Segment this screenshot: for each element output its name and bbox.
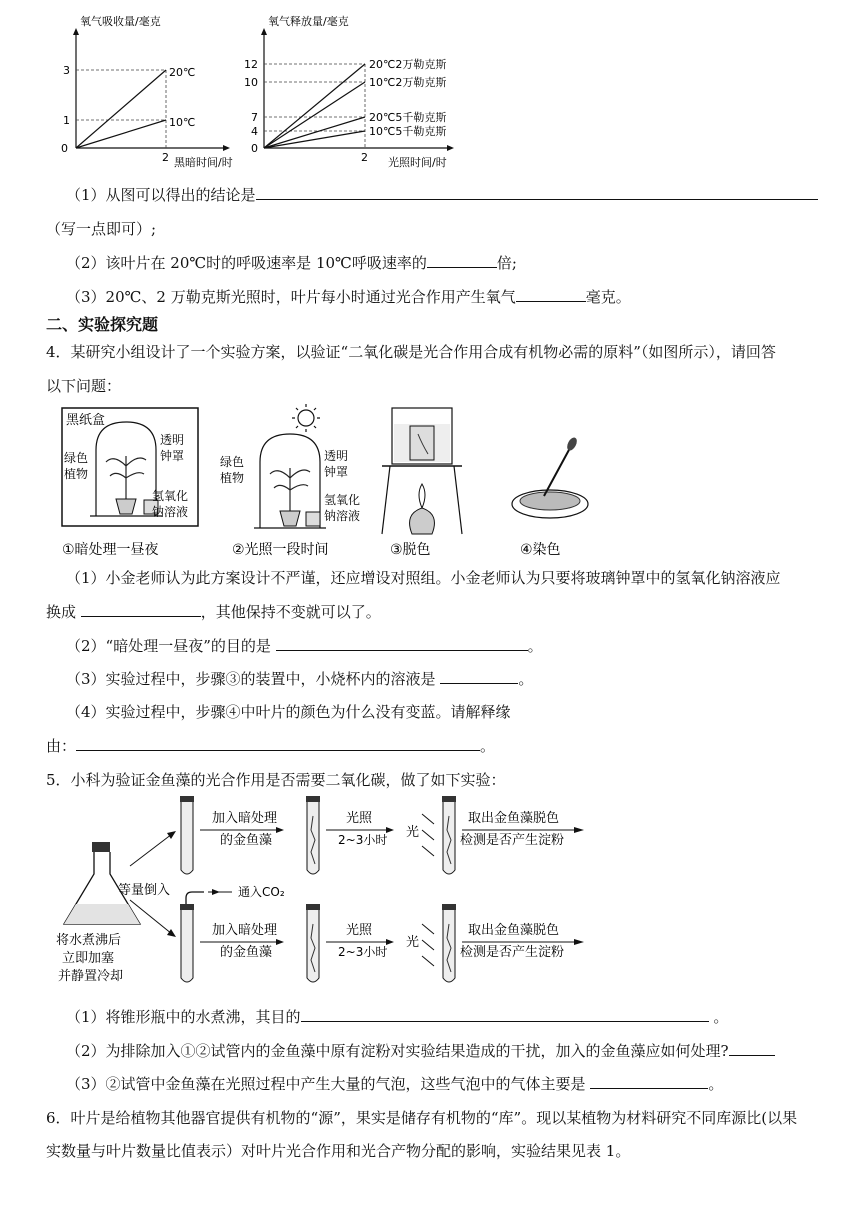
svg-text:氢氧化: 氢氧化 [324, 493, 361, 507]
pot-2 [280, 511, 300, 526]
chart2-series-10c-5k [264, 131, 365, 148]
svg-text:2~3小时: 2~3小时 [338, 945, 388, 959]
chart2-ytick-4: 4 [251, 125, 258, 138]
svg-text:并静置冷却: 并静置冷却 [58, 969, 124, 984]
chart2-ytick-0: 0 [251, 142, 258, 155]
q3-part1: （1）从图可以得出的结论是 [66, 184, 818, 205]
chart1-xtick-2: 2 [162, 151, 169, 164]
svg-text:取出金鱼藻脱色: 取出金鱼藻脱色 [468, 923, 560, 938]
q4-part4-line2: 由： 。 [46, 737, 496, 755]
test-tube-2 [181, 910, 193, 982]
q5-figure [54, 796, 604, 1000]
svg-text:植物: 植物 [220, 471, 245, 485]
svg-text:绿色: 绿色 [64, 451, 89, 465]
svg-text:的金鱼藻: 的金鱼藻 [220, 945, 273, 960]
q4-part1-line1: （1）小金老师认为此方案设计不严谨，还应增设对照组。小金老师认为只要将玻璃钟罩中的氢氧化钠溶液应 [66, 569, 781, 587]
svg-text:钟罩: 钟罩 [160, 449, 185, 463]
box-label: 黑纸盒 [66, 413, 106, 428]
q4-stem-line1: 4．某研究小组设计了一个实验方案，以验证“二氧化碳是光合作用合成有机物必需的原料”（如图所示），请回答 [46, 343, 776, 361]
svg-text:透明: 透明 [160, 433, 185, 447]
svg-text:取出金鱼藻脱色: 取出金鱼藻脱色 [468, 811, 560, 826]
svg-text:检测是否产生淀粉: 检测是否产生淀粉 [460, 945, 565, 960]
q4-part3: （3）实验过程中，步骤③的装置中，小烧杯内的溶液是 。 [66, 670, 534, 688]
chart2-label-20c-5k: 20℃5千勒克斯 [369, 111, 447, 124]
q5-part2: （2）为排除加入①②试管内的金鱼藻中原有淀粉对实验结果造成的干扰，加入的金鱼藻应如何处理? [66, 1040, 775, 1061]
svg-text:氢氧化: 氢氧化 [152, 489, 189, 503]
q3-blank2[interactable] [427, 252, 497, 268]
section-title: 二、实验探究题 [46, 315, 159, 334]
svg-text:植物: 植物 [64, 467, 89, 481]
chart2-ylabel: 氧气释放量/毫克 [268, 15, 349, 28]
chart2-label-10c-5k: 10℃5千勒克斯 [369, 125, 447, 138]
q5-part3: （3）②试管中金鱼藻在光照过程中产生大量的气泡，这些气泡中的气体主要是 。 [66, 1075, 724, 1093]
sun-icon [298, 410, 314, 426]
q4-blank1[interactable] [81, 601, 201, 617]
q5-blank2[interactable] [729, 1040, 775, 1056]
q3-part2: （2）该叶片在 20℃时的呼吸速率是 10℃呼吸速率的 倍; [66, 254, 517, 272]
chart2-series-20c-5k [264, 117, 365, 148]
q3-blank3[interactable] [516, 286, 586, 302]
q3-blank1[interactable] [256, 184, 818, 200]
svg-text:将水煮沸后: 将水煮沸后 [56, 933, 122, 948]
q3-part3: （3）20℃、2 万勒克斯光照时，叶片每小时通过光合作用产生氧气 毫克。 [66, 288, 631, 306]
q4-blank4[interactable] [76, 735, 480, 751]
q3-part1-note: （写一点即可）; [46, 220, 157, 238]
chart2-ytick-10: 10 [244, 76, 258, 89]
svg-text:绿色: 绿色 [220, 455, 245, 469]
svg-text:通入CO₂: 通入CO₂ [238, 885, 285, 899]
chart2-label-10c-20k: 10℃2万勒克斯 [369, 76, 447, 89]
plant-2 [270, 468, 310, 511]
svg-text:光: 光 [406, 935, 420, 950]
svg-text:光照: 光照 [346, 811, 373, 826]
alcohol-lamp [410, 508, 435, 534]
chart1-series-10c [76, 120, 166, 148]
svg-text:检测是否产生淀粉: 检测是否产生淀粉 [460, 833, 565, 848]
naoh-beaker-2 [306, 512, 320, 526]
test-tube-1 [181, 802, 193, 874]
q5-blank1[interactable] [301, 1006, 709, 1022]
plant-1 [106, 456, 146, 499]
svg-text:透明: 透明 [324, 449, 349, 463]
svg-text:钟罩: 钟罩 [324, 465, 349, 479]
q4-stem-line2: 以下问题： [46, 377, 122, 395]
pot-1 [116, 499, 136, 514]
chart1-ytick-3: 3 [63, 64, 70, 77]
chart1-label-20c: 20℃ [169, 66, 196, 79]
q4-blank2[interactable] [276, 635, 528, 651]
chart2-series-20c-20k [264, 64, 365, 148]
q5-stem: 5．小科为验证金鱼藻的光合作用是否需要二氧化碳，做了如下实验： [46, 771, 506, 789]
step-2-label: ②光照一段时间 [232, 542, 329, 558]
q5-part1: （1）将锥形瓶中的水煮沸，其目的 。 [66, 1008, 729, 1026]
dropper [544, 448, 570, 496]
chart-oxygen-release [230, 10, 470, 168]
q6-line2: 实数量与叶片数量比值表示）对叶片光合作用和光合产物分配的影响，实验结果见表 1。 [46, 1142, 631, 1160]
chart1-series-20c [76, 70, 166, 148]
chart2-xlabel: 光照时间/时 [388, 156, 447, 168]
svg-text:加入暗处理: 加入暗处理 [212, 811, 278, 826]
chart2-ytick-7: 7 [251, 111, 258, 124]
chart2-ytick-12: 12 [244, 58, 258, 71]
step-3-label: ③脱色 [390, 542, 431, 558]
svg-text:加入暗处理: 加入暗处理 [212, 923, 278, 938]
q4-figure [60, 404, 620, 560]
step-1-label: ①暗处理一昼夜 [62, 542, 159, 558]
svg-text:立即加塞: 立即加塞 [62, 951, 115, 966]
step-4-label: ④染色 [520, 542, 561, 558]
chart2-label-20c-20k: 20℃2万勒克斯 [369, 58, 447, 71]
svg-text:的金鱼藻: 的金鱼藻 [220, 833, 273, 848]
q4-part1-line2: 换成 ，其他保持不变就可以了。 [46, 603, 381, 621]
q4-part4-line1: （4）实验过程中，步骤④中叶片的颜色为什么没有变蓝。请解释缘 [66, 703, 511, 721]
chart2-series-10c-20k [264, 82, 365, 148]
q4-blank3[interactable] [440, 668, 518, 684]
q4-part2: （2）“暗处理一昼夜”的目的是 。 [66, 637, 543, 655]
svg-text:光照: 光照 [346, 923, 373, 938]
q5-blank3[interactable] [590, 1073, 708, 1089]
svg-text:2~3小时: 2~3小时 [338, 833, 388, 847]
chart1-ytick-0: 0 [61, 142, 68, 155]
chart2-xtick-2: 2 [361, 151, 368, 164]
chart1-xlabel: 黑暗时间/时 [174, 156, 233, 168]
chart1-label-10c: 10℃ [169, 116, 196, 129]
svg-text:钠溶液: 钠溶液 [324, 509, 361, 523]
svg-text:等量倒入: 等量倒入 [118, 883, 171, 898]
chart1-ylabel: 氧气吸收量/毫克 [80, 15, 161, 28]
chart1-ytick-1: 1 [63, 114, 70, 127]
q6-line1: 6．叶片是给植物其他器官提供有机物的“源”，果实是储存有机物的“库”。现以某植物为材料研究不同库源比(以果 [46, 1109, 798, 1127]
svg-text:光: 光 [406, 825, 420, 840]
svg-text:钠溶液: 钠溶液 [152, 505, 189, 519]
chart-oxygen-absorption [56, 10, 246, 168]
